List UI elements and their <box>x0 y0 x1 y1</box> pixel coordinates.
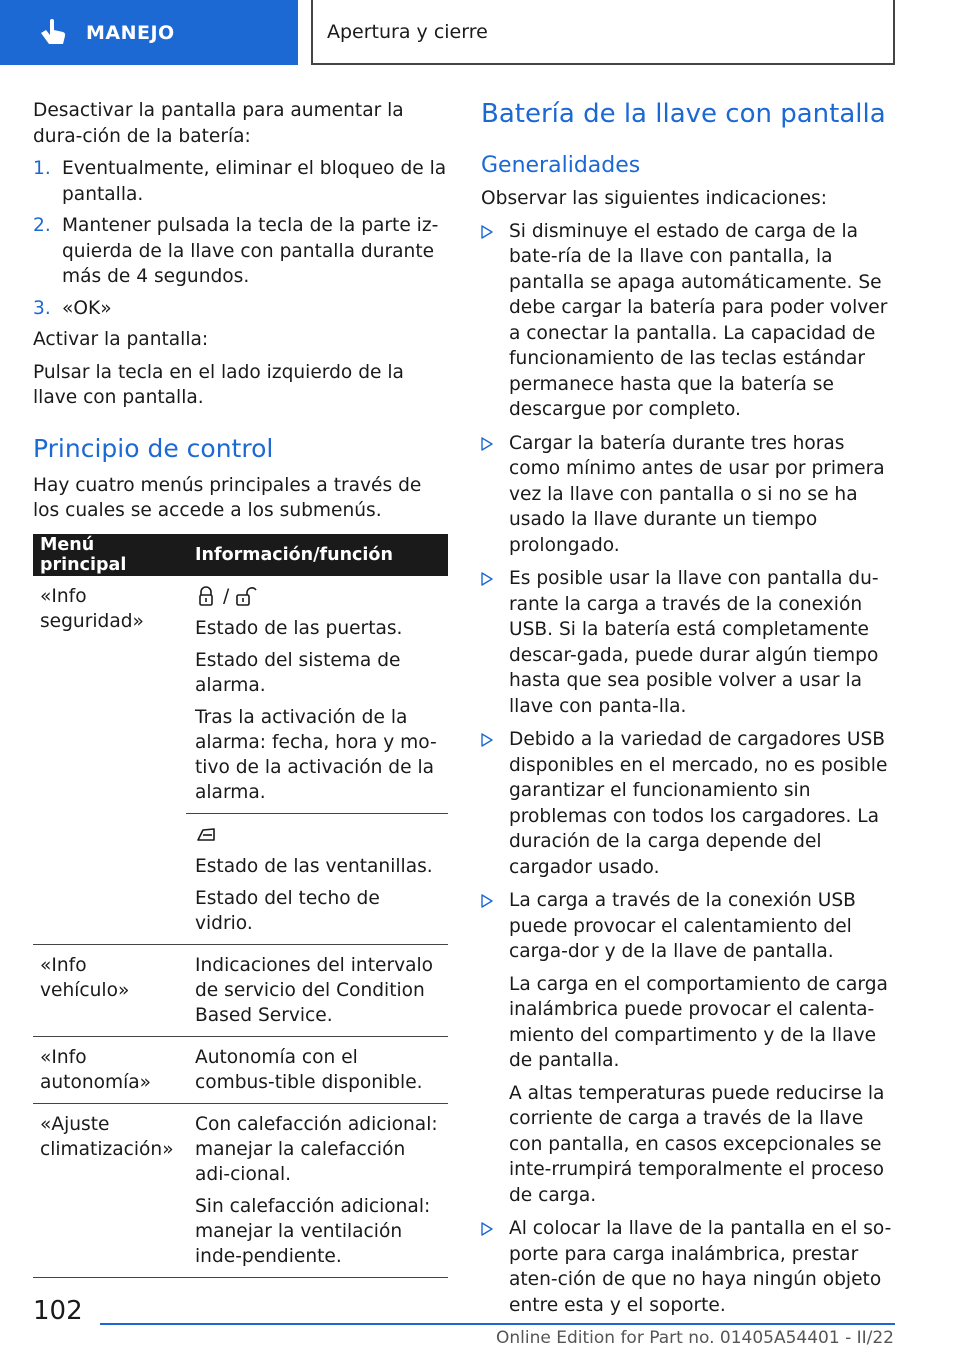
step-item <box>33 213 448 290</box>
triangle-bullet-icon <box>481 572 493 586</box>
list-item <box>481 431 896 559</box>
window-icon-line <box>195 822 442 847</box>
list-item-text: La carga a través de la conexión USB puede provocar el calentamiento del carga-dor y de la llave de pantalla. <box>509 890 856 962</box>
general-subheading: Generalidades <box>481 153 641 178</box>
triangle-bullet-icon <box>481 225 493 239</box>
battery-notes-list <box>481 219 896 1319</box>
table-row <box>33 944 448 1036</box>
triangle-bullet-icon <box>481 437 493 451</box>
battery-heading: Batería de la llave con pantalla <box>481 99 886 129</box>
table-cell-info <box>186 1036 448 1103</box>
step-item <box>33 296 448 322</box>
info-line: Estado de las puertas. <box>195 617 403 639</box>
list-item-text: Es posible usar la llave con pantalla du-rante la carga a través de la conexión USB. Si la batería está completamente descar-gada, puede durar algún tiempo hasta que sea posible volver a usar la llave con panta-lla. <box>509 568 879 717</box>
info-line: Sin calefacción adicional: manejar la ventilación inde-pendiente. <box>195 1195 431 1267</box>
icon-separator: / <box>223 585 230 607</box>
info-line: Con calefacción adicional: manejar la calefacción adi-cional. <box>195 1113 438 1185</box>
table-cell-menu: «Info vehículo» <box>33 944 186 1036</box>
list-item <box>481 888 896 1208</box>
activate-label: Activar la pantalla: <box>33 329 209 350</box>
footer-divider <box>100 1323 895 1325</box>
table-row <box>33 576 448 814</box>
chapter-title: Apertura y cierre <box>327 20 488 43</box>
list-item-text: Si disminuye el estado de carga de la bate-ría de la llave con pantalla, la pantalla se apaga automáticamente. Se debe cargar la batería para poder volver a conectar la pantalla. La capacidad de funcionamiento de las teclas estándar permanece hasta que la batería se descargue por completo. <box>509 220 888 420</box>
table-cell-info <box>186 1103 448 1277</box>
list-item <box>481 219 896 423</box>
info-line: Indicaciones del intervalo de servicio del Condition Based Service. <box>195 954 434 1026</box>
menu-table <box>33 534 448 1278</box>
step-number: 2. <box>33 215 51 236</box>
list-item-text: Debido a la variedad de cargadores USB disponibles en el mercado, no es posible garantizar el funcionamiento sin problemas con todos los cargadores. La duración de la carga depende del cargador usado. <box>509 729 888 878</box>
list-item-text: La carga en el comportamiento de carga inalámbrica puede provocar el calenta-miento del compartimento y de la llave de pantalla. <box>509 973 888 1071</box>
table-header-row <box>33 534 448 576</box>
step-number: 1. <box>33 158 51 179</box>
table-header-info: Información/función <box>186 534 448 576</box>
activate-text: Pulsar la tecla en el lado izquierdo de la llave con pantalla. <box>33 361 404 408</box>
triangle-bullet-icon <box>481 733 493 747</box>
table-cell-menu: «Ajuste climatización» <box>33 1103 186 1277</box>
step-item <box>33 156 448 207</box>
chapter-title-box <box>311 0 895 65</box>
car-window-icon <box>195 823 217 845</box>
edition-text: Online Edition for Part no. 01405A54401 - II/22 <box>495 1328 894 1348</box>
info-line: Estado de las ventanillas. <box>195 855 433 877</box>
right-column <box>481 98 896 1326</box>
triangle-bullet-icon <box>481 894 493 908</box>
lock-icons <box>195 584 442 609</box>
step-text: Eventualmente, eliminar el bloqueo de la pantalla. <box>62 158 447 205</box>
table-row <box>33 1103 448 1277</box>
list-item-text: Cargar la batería durante tres horas como mínimo antes de usar por primera vez la llave con pantalla o si no se ha usado la llave durante un tiempo prolongado. <box>509 432 885 556</box>
control-text: Hay cuatro menús principales a través de los cuales se accede a los submenús. <box>33 474 422 521</box>
info-line: Tras la activación de la alarma: fecha, hora y mo-tivo de la activación de la alarma. <box>195 706 437 803</box>
list-item-text: Al colocar la llave de la pantalla en el so-porte para carga inalámbrica, prestar aten-ción de que no haya ningún objeto entre esta y el soporte. <box>509 1218 892 1316</box>
table-cell-info <box>186 813 448 944</box>
steps-list <box>33 156 448 321</box>
table-cell-info <box>186 944 448 1036</box>
hand-pointer-icon <box>38 19 68 47</box>
table-header-menu: Menú principal <box>33 534 186 576</box>
table-cell-info <box>186 576 448 814</box>
info-line: Estado del sistema de alarma. <box>195 649 401 696</box>
step-text: «OK» <box>62 297 112 319</box>
table-cell-menu: «Info autonomía» <box>33 1036 186 1103</box>
left-column <box>33 98 448 1278</box>
page-number: 102 <box>33 1296 83 1326</box>
list-item <box>481 1216 896 1318</box>
intro-text: Desactivar la pantalla para aumentar la dura-ción de la batería: <box>33 100 404 147</box>
info-line: Estado del techo de vidrio. <box>195 887 380 934</box>
section-tab <box>0 0 298 65</box>
step-text: Mantener pulsada la tecla de la parte iz-quierda de la llave con pantalla durante más de 4 segundos. <box>62 215 439 287</box>
list-item <box>481 566 896 719</box>
info-line: Autonomía con el combus-tible disponible. <box>195 1046 423 1093</box>
list-item <box>481 727 896 880</box>
battery-intro: Observar las siguientes indicaciones: <box>481 188 827 209</box>
table-row <box>33 1036 448 1103</box>
control-heading: Principio de control <box>33 433 274 463</box>
triangle-bullet-icon <box>481 1222 493 1236</box>
section-name: MANEJO <box>86 21 175 44</box>
lock-open-icon <box>235 585 257 607</box>
lock-closed-icon <box>195 585 217 607</box>
step-number: 3. <box>33 297 51 319</box>
list-item-text: A altas temperaturas puede reducirse la corriente de carga a través de la llave con pantalla, en casos excepcionales se inte-rrumpirá temporalmente el proceso de carga. <box>509 1082 885 1206</box>
table-cell-menu: «Info seguridad» <box>33 576 186 945</box>
